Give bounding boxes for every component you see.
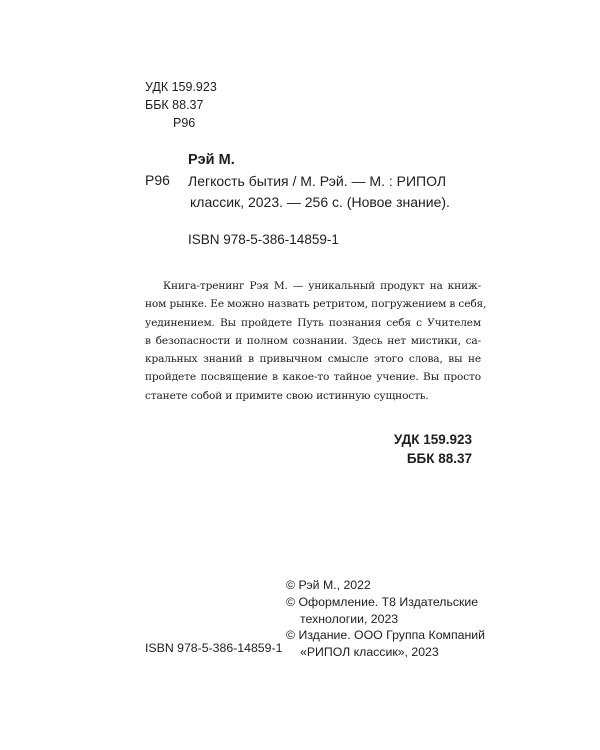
annotation-line: станете собой и примите свою истинную сущность. [145, 389, 429, 402]
copyright-author: © Рэй М., 2022 [286, 578, 371, 592]
bibliographic-entry [188, 150, 488, 213]
copyright-design: © Оформление. Т8 Издательские [286, 594, 479, 609]
annotation-line: Книга-тренинг Рэя М. — уникальный продукт на книж- [163, 280, 481, 292]
entry-author-sign: Р96 [145, 172, 170, 188]
entry-publisher-line: классик, 2023. — 256 с. (Новое знание). [190, 194, 450, 210]
copyright-block [286, 577, 485, 661]
bbk-code: ББК 88.37 [145, 98, 204, 112]
annotation-line: уединением. Вы пройдете Путь познания себя с Учителем [145, 316, 481, 329]
annotation-paragraph [145, 277, 487, 405]
annotation-line: пройдете посвящение в какое-то тайное учение. Вы просто [145, 371, 481, 384]
annotation-line: в безопасности и полном сознании. Здесь нет мистики, са- [145, 334, 481, 347]
entry-author: Рэй М. [188, 152, 235, 168]
isbn-bottom: ISBN 978-5-386-14859-1 [145, 641, 283, 655]
copyright-edition-cont: «РИПОЛ классик», 2023 [300, 645, 439, 660]
author-sign: Р96 [173, 116, 196, 130]
bbk-code-bold: ББК 88.37 [406, 451, 472, 466]
classification-block-right [394, 430, 472, 468]
classification-block-top [145, 78, 217, 132]
copyright-edition: © Издание. ООО Группа Компаний [286, 628, 486, 643]
isbn-main: ISBN 978-5-386-14859-1 [188, 232, 339, 247]
annotation-line: кральных знаний в привычном смысле этого слова, вы не [145, 353, 481, 366]
copyright-design-cont: технологии, 2023 [300, 611, 399, 626]
entry-title-line: Легкость бытия / М. Рэй. — М. : РИПОЛ [188, 173, 447, 189]
annotation-line: ном рынке. Ее можно назвать ретритом, погружением в себя, [145, 298, 487, 311]
udk-code: УДК 159.923 [145, 80, 217, 94]
udk-code-bold: УДК 159.923 [393, 432, 472, 447]
